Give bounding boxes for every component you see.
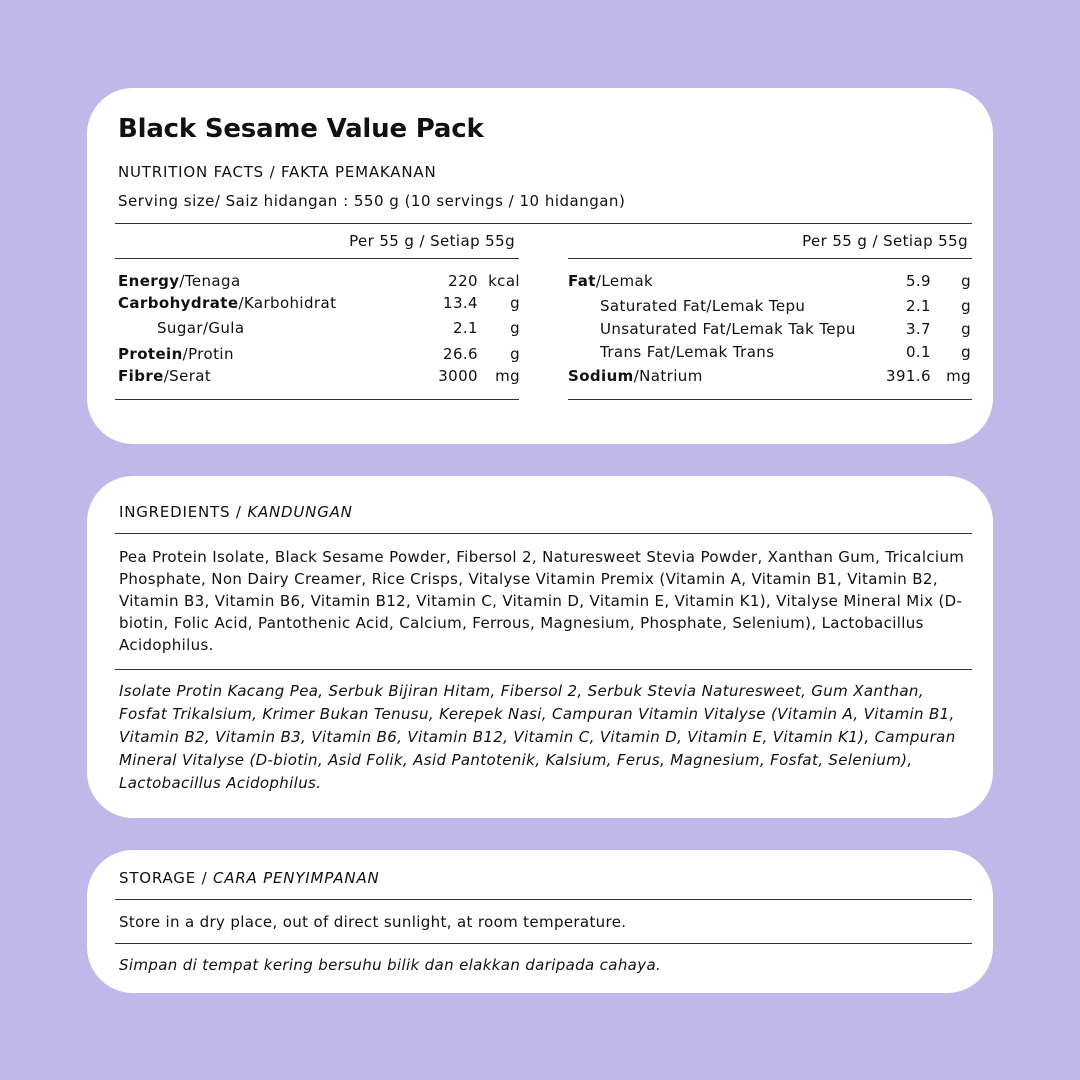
nutrient-unit: g xyxy=(961,272,971,290)
nutrient-row xyxy=(118,367,520,387)
nutrient-unit: g xyxy=(961,297,971,315)
divider xyxy=(568,258,972,259)
divider xyxy=(115,399,519,400)
nutrient-value: 2.1 xyxy=(452,319,478,337)
nutrient-row xyxy=(568,272,972,292)
nutrient-value: 3000 xyxy=(438,367,478,385)
nutrient-name xyxy=(600,320,856,338)
nutrient-unit: g xyxy=(510,319,520,337)
nutrient-value: 220 xyxy=(448,272,478,290)
nutrient-name-text: Trans Fat/Lemak Trans xyxy=(600,343,775,361)
ingredients-heading-ms: KANDUNGAN xyxy=(247,503,353,521)
nutrient-name-text: Saturated Fat/Lemak Tepu xyxy=(600,297,806,315)
nutrient-name-bold: Energy xyxy=(118,272,180,290)
nutrient-row xyxy=(568,343,972,363)
storage-heading-en: STORAGE / xyxy=(119,869,213,887)
nutrient-value: 13.4 xyxy=(443,294,478,312)
ingredients-heading xyxy=(119,503,353,521)
nutrient-row xyxy=(118,319,520,339)
nutrient-name-bold: Protein xyxy=(118,345,183,363)
nutrient-value: 391.6 xyxy=(886,367,931,385)
nutrient-row xyxy=(118,272,520,292)
nutrient-row xyxy=(568,297,972,317)
nutrient-unit: kcal xyxy=(488,272,520,290)
nutrient-row xyxy=(118,294,520,314)
nutrient-name xyxy=(600,343,774,361)
nutrient-name xyxy=(157,319,244,337)
nutrient-name-bold: Sodium xyxy=(568,367,634,385)
divider xyxy=(115,258,519,259)
ingredients-text-en: Pea Protein Isolate, Black Sesame Powder, Fibersol 2, Naturesweet Stevia Powder, Xanthan Gum, Tricalcium Phosphate, Non Dairy Creamer, Rice Crisps, Vitalyse Vitamin Premix (Vitamin A, Vitamin B1, Vitamin B2, Vitamin B3, Vitamin B6, Vitamin B12, Vitamin C, Vitamin D, Vitamin E, Vitamin K1), Vitalyse Mineral Mix (D-biotin, Folic Acid, Pantothenic Acid, Calcium, Ferrous, Magnesium, Phosphate, Selenium), Lactobacillus Acidophilus. xyxy=(119,548,965,654)
nutrient-name-text: /Lemak xyxy=(595,272,654,290)
nutrient-name-text: Unsaturated Fat/Lemak Tak Tepu xyxy=(600,320,856,338)
nutrition-facts-heading: NUTRITION FACTS / FAKTA PEMAKANAN xyxy=(118,163,437,181)
divider xyxy=(115,533,972,534)
nutrient-name xyxy=(600,297,805,315)
nutrient-value: 26.6 xyxy=(443,345,478,363)
ingredients-card xyxy=(87,476,993,818)
serving-size: Serving size/ Saiz hidangan : 550 g (10 servings / 10 hidangan) xyxy=(118,192,626,210)
nutrient-name-text: /Karbohidrat xyxy=(238,294,337,312)
divider xyxy=(568,399,972,400)
storage-card xyxy=(87,850,993,993)
nutrient-name-text: Sugar/Gula xyxy=(157,319,245,337)
nutrient-name-text: /Natrium xyxy=(633,367,703,385)
nutrient-unit: g xyxy=(510,345,520,363)
nutrient-unit: g xyxy=(961,343,971,361)
nutrient-value: 2.1 xyxy=(905,297,931,315)
nutrient-unit: mg xyxy=(946,367,971,385)
nutrient-name-bold: Fibre xyxy=(118,367,164,385)
nutrient-name xyxy=(118,367,211,385)
nutrient-name-text: /Protin xyxy=(182,345,234,363)
nutrient-name xyxy=(568,367,703,385)
nutrient-name-bold: Fat xyxy=(568,272,596,290)
divider xyxy=(115,669,972,670)
storage-text-ms: Simpan di tempat kering bersuhu bilik dan elakkan daripada cahaya. xyxy=(119,956,662,974)
nutrient-name-text: /Serat xyxy=(163,367,212,385)
nutrient-name-text: /Tenaga xyxy=(179,272,241,290)
storage-heading xyxy=(119,869,380,887)
nutrition-card xyxy=(87,88,993,444)
nutrient-name-bold: Carbohydrate xyxy=(118,294,239,312)
ingredients-text-ms: Isolate Protin Kacang Pea, Serbuk Bijiran Hitam, Fibersol 2, Serbuk Stevia Naturesweet, Gum Xanthan, Fosfat Trikalsium, Krimer Bukan Tenusu, Kerepek Nasi, Campuran Vitamin Vitalyse (Vitamin A, Vitamin B1, Vitamin B2, Vitamin B3, Vitamin B6, Vitamin B12, Vitamin C, Vitamin D, Vitamin E, Vitamin K1), Campuran Mineral Vitalyse (D-biotin, Asid Folik, Asid Pantotenik, Kalsium, Ferus, Magnesium, Fosfat, Selenium), Lactobacillus Acidophilus. xyxy=(119,682,956,792)
nutrient-row xyxy=(118,345,520,365)
nutrient-unit: g xyxy=(510,294,520,312)
nutrient-row xyxy=(568,320,972,340)
divider xyxy=(115,223,972,224)
per-serving-header-left: Per 55 g / Setiap 55g xyxy=(349,232,515,250)
divider xyxy=(115,943,972,944)
divider xyxy=(115,899,972,900)
nutrient-name xyxy=(568,272,653,290)
nutrient-name xyxy=(118,345,234,363)
nutrient-value: 5.9 xyxy=(905,272,931,290)
nutrient-value: 3.7 xyxy=(905,320,931,338)
storage-text-en: Store in a dry place, out of direct sunlight, at room temperature. xyxy=(119,913,627,931)
nutrient-value: 0.1 xyxy=(905,343,931,361)
storage-heading-ms: CARA PENYIMPANAN xyxy=(213,869,380,887)
nutrient-name xyxy=(118,294,336,312)
ingredients-heading-en: INGREDIENTS / xyxy=(119,503,248,521)
nutrient-name xyxy=(118,272,241,290)
nutrient-row xyxy=(568,367,972,387)
per-serving-header-right: Per 55 g / Setiap 55g xyxy=(802,232,968,250)
nutrient-unit: g xyxy=(961,320,971,338)
nutrient-unit: mg xyxy=(495,367,520,385)
product-title: Black Sesame Value Pack xyxy=(118,114,484,144)
